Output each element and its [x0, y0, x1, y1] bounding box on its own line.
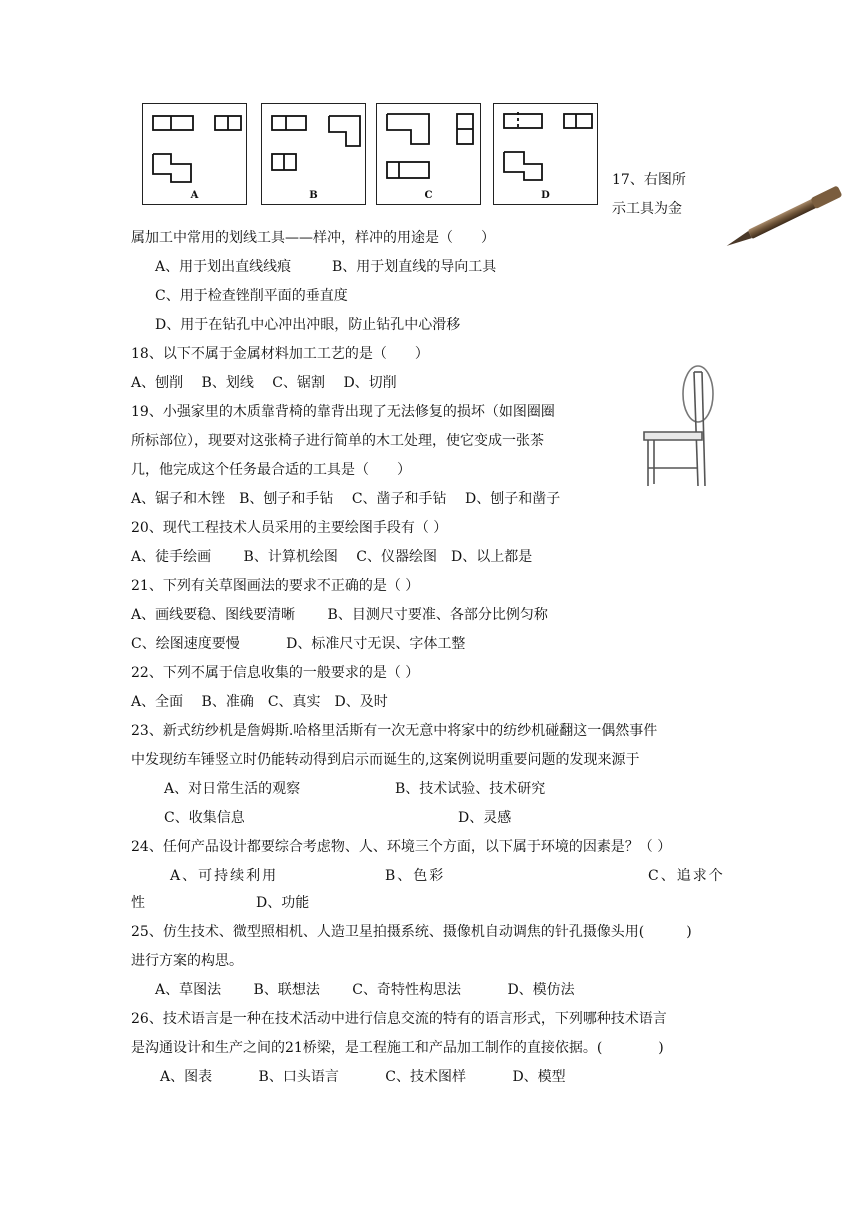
q23-option-c: C、收集信息 — [164, 810, 245, 826]
q22-options: A、全面 B、准确 C、真实 D、及时 — [131, 694, 388, 710]
q17-option-c: C、用于检查锉削平面的垂直度 — [155, 288, 348, 304]
q25-options: A、草图法 B、联想法 C、奇特性构思法 D、模仿法 — [155, 982, 575, 998]
q24-option-d: D、功能 — [256, 895, 310, 911]
chair-image — [636, 364, 716, 488]
q18-options: A、刨削 B、划线 C、锯割 D、切削 — [131, 375, 397, 391]
q17-option-a: A、用于划出直线线痕 — [155, 259, 292, 275]
q19-options: A、锯子和木锉 B、刨子和手钻 C、凿子和手钻 D、刨子和凿子 — [131, 491, 561, 507]
q23-option-a: A、对日常生活的观察 — [164, 781, 301, 797]
q21-stem: 21、下列有关草图画法的要求不正确的是（ ） — [131, 578, 420, 594]
option-label: C — [424, 190, 433, 201]
figure-option-a — [142, 103, 247, 205]
q17-option-b: B、用于划直线的导向工具 — [332, 259, 497, 275]
q24-option-c: C、追求个 — [648, 868, 725, 884]
figure-option-c — [376, 103, 481, 205]
q23-option-b: B、技术试验、技术研究 — [395, 781, 546, 797]
q20-options: A、徒手绘画 B、计算机绘图 C、仪器绘图 D、以上都是 — [131, 549, 533, 565]
q24-option-b: B、色彩 — [385, 868, 446, 884]
q19-stem-line1: 19、小强家里的木质靠背椅的靠背出现了无法修复的损坏（如图圈圈 — [131, 404, 555, 420]
figure-option-d — [493, 103, 598, 205]
q23-stem-line2: 中发现纺车锤竖立时仍能转动得到启示而诞生的,这案例说明重要问题的发现来源于 — [131, 752, 640, 768]
q17-stem-line2: 示工具为金 — [612, 201, 682, 217]
option-label: B — [309, 190, 318, 201]
option-label: A — [190, 190, 199, 201]
q24-option-c-cont: 性 — [131, 895, 145, 911]
option-label: D — [541, 190, 550, 201]
q17-option-d: D、用于在钻孔中心冲出冲眼，防止钻孔中心滑移 — [155, 317, 461, 333]
q26-stem-line1: 26、技术语言是一种在技术活动中进行信息交流的特有的语言形式，下列哪种技术语言 — [131, 1011, 667, 1027]
center-punch-image — [716, 178, 856, 256]
q21-options-row2: C、绘图速度要慢 D、标准尺寸无误、字体工整 — [131, 636, 466, 652]
q25-stem-line1: 25、仿生技术、微型照相机、人造卫星拍摄系统、摄像机自动调焦的针孔摄像头用( ) — [131, 924, 692, 940]
q26-stem-line2: 是沟通设计和生产之间的21桥梁，是工程施工和产品加工制作的直接依据。( ) — [131, 1040, 664, 1056]
q20-stem: 20、现代工程技术人员采用的主要绘图手段有（ ） — [131, 520, 448, 536]
q26-options: A、图表 B、口头语言 C、技术图样 D、模型 — [160, 1069, 566, 1085]
q25-stem-line2: 进行方案的构思。 — [131, 953, 243, 969]
figure-option-b — [261, 103, 366, 205]
q17-stem-line3: 属加工中常用的划线工具——样冲，样冲的用途是（ ） — [131, 230, 495, 246]
q17-stem-line1: 17、右图所 — [612, 172, 686, 188]
q18-stem: 18、以下不属于金属材料加工工艺的是（ ） — [131, 346, 429, 362]
q24-stem: 24、任何产品设计都要综合考虑物、人、环境三个方面，以下属于环境的因素是？（ ） — [131, 839, 672, 855]
q21-options-row1: A、画线要稳、图线要清晰 B、目测尺寸要准、各部分比例匀称 — [131, 607, 548, 623]
q23-stem-line1: 23、新式纺纱机是詹姆斯.哈格里活斯有一次无意中将家中的纺纱机碰翻这一偶然事件 — [131, 723, 658, 739]
q23-option-d: D、灵感 — [458, 810, 512, 826]
q22-stem: 22、下列不属于信息收集的一般要求的是（ ） — [131, 665, 420, 681]
q19-stem-line2: 所标部位），现要对这张椅子进行简单的木工处理，使它变成一张茶 — [131, 433, 544, 449]
q24-option-a: A、可持续利用 — [170, 868, 279, 884]
q19-stem-line3: 几，他完成这个任务最合适的工具是（ ） — [131, 462, 411, 478]
